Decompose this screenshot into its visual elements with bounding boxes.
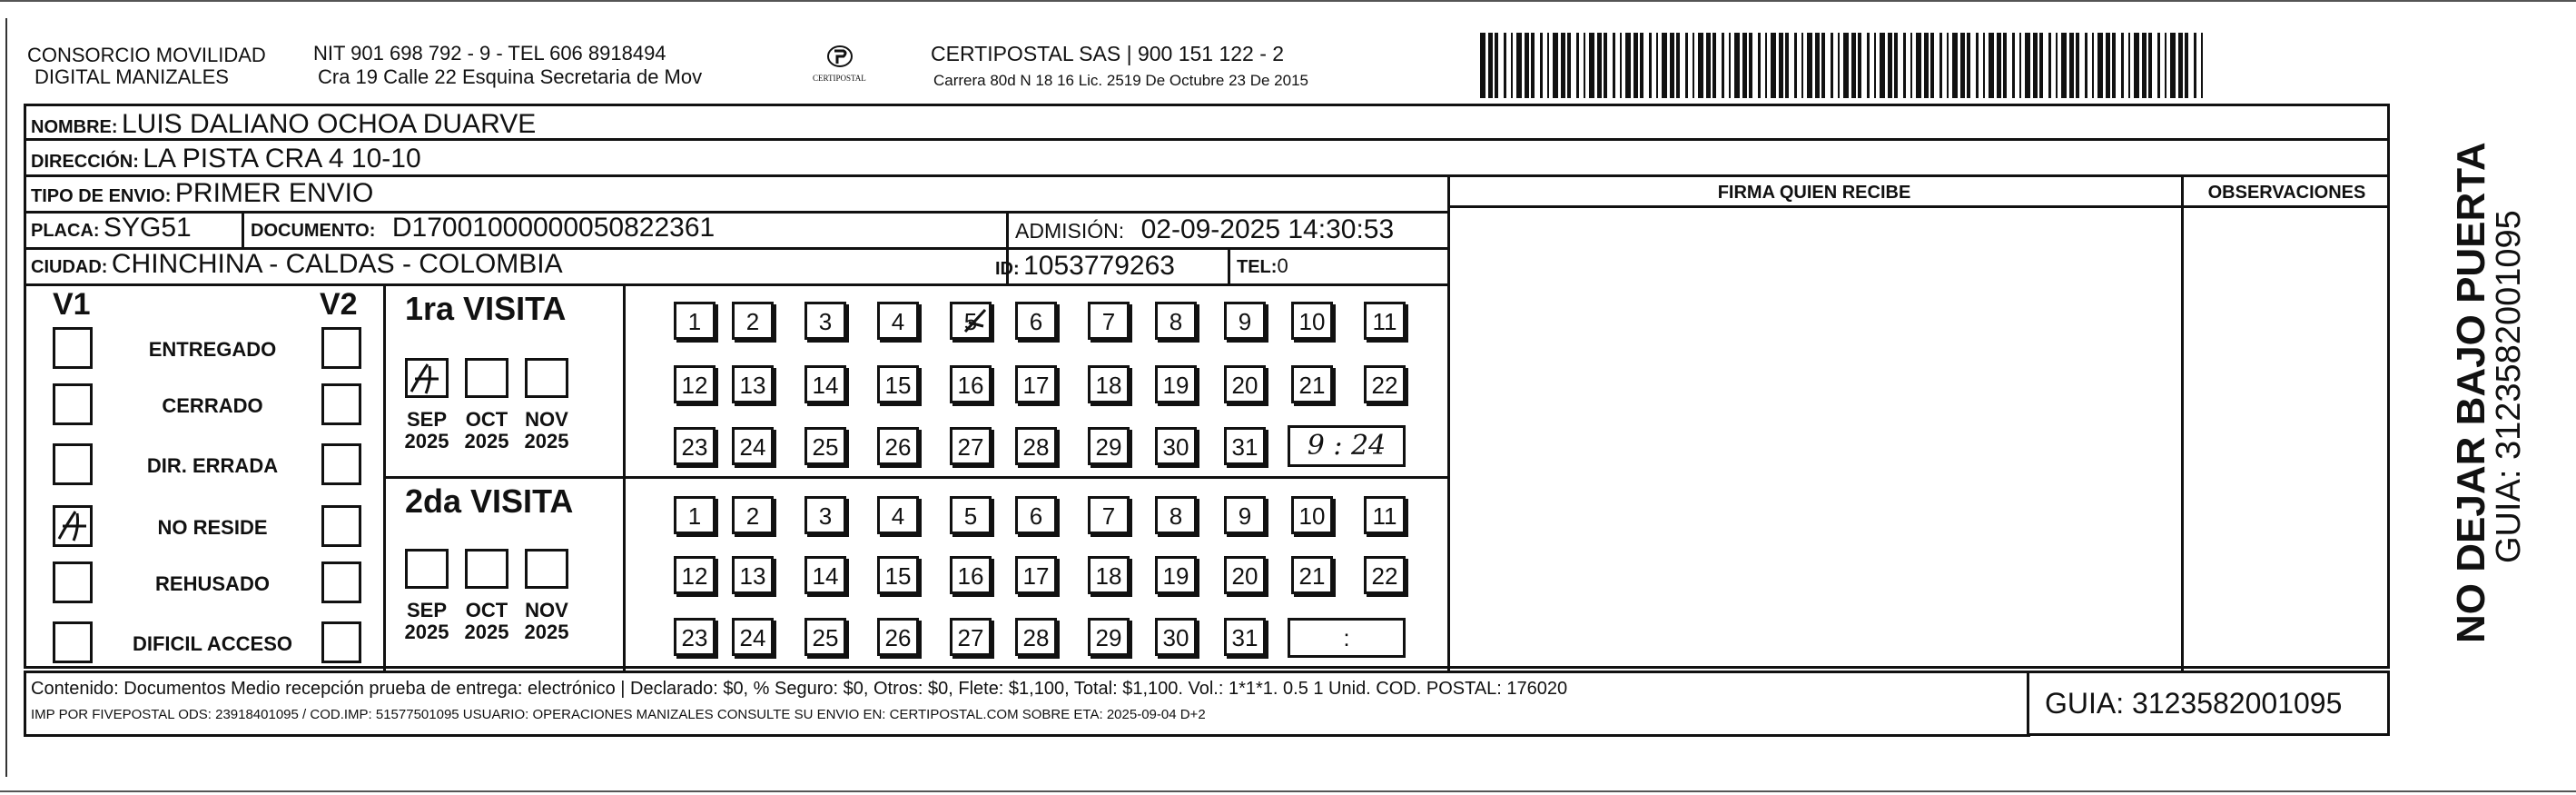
tel-value: 0 [1277,254,1288,277]
month-label [400,600,454,643]
signature-divider [1447,174,1450,671]
status-option-label: CERRADO [162,394,263,417]
barcode-bar [1495,33,1498,98]
barcode-bar [1821,33,1825,98]
observations-divider [2181,174,2184,671]
first-visit-day-box[interactable]: 6 [1015,302,1057,340]
scan-edge-top [0,0,2576,2]
footer-guide: GUIA: 3123582001095 [2045,687,2343,720]
second-visit-day-box[interactable]: 21 [1291,556,1333,594]
status-option-label: DIFICIL ACCESO [132,632,292,655]
barcode-bar [1553,33,1558,98]
barcode-bar [1924,33,1929,98]
barcode-bar [1983,33,1985,98]
v2-label: V2 [320,287,358,322]
courier-address: Carrera 80d N 18 16 Lic. 2519 De Octubre 23 De 2015 [933,72,1308,89]
v2-checkbox[interactable] [321,383,361,425]
status-option-label: ENTREGADO [148,338,277,361]
second-visit-title: 2da VISITA [405,482,574,520]
row-line [24,211,1449,214]
side-guide-number: GUIA: 3123582001095 [2490,210,2528,563]
barcode-bar [2178,33,2183,98]
barcode-bar [2085,33,2087,98]
second-visit-day-box[interactable]: 31 [1224,618,1266,656]
v1-checkbox[interactable] [53,561,93,603]
month-label [519,409,574,452]
first-visit-day-box[interactable]: 3 [804,302,846,340]
barcode-bar [1976,33,1979,98]
barcode-bar [1561,33,1565,98]
city-cell [31,251,563,278]
second-visit-day-box[interactable]: 30 [1155,618,1197,656]
barcode-bar [1670,33,1674,98]
barcode-bar [1620,33,1622,98]
barcode-bar [1516,33,1522,98]
second-visit-day-box[interactable]: 10 [1291,496,1333,534]
second-visit-day-box[interactable]: 13 [732,556,774,594]
barcode-bar [2097,33,2103,98]
barcode-bar [2194,33,2196,98]
address-row [31,145,421,173]
barcode [1480,33,2216,98]
barcode-bar [1567,33,1571,98]
second-visit-day-box[interactable]: 26 [877,618,919,656]
first-visit-day-box[interactable]: 10 [1291,302,1333,340]
footer-left-line [24,671,26,737]
first-visit-day-box[interactable]: 2 [732,302,774,340]
v1-checkbox[interactable] [53,327,93,369]
second-visit-day-box[interactable]: 9 [1224,496,1266,534]
status-option-label: NO RESIDE [157,516,268,539]
barcode-bar [1880,33,1885,98]
plate-cell [31,214,192,242]
month-label [459,409,514,452]
second-visit-day-box[interactable]: 23 [674,618,716,656]
id-label: ID: [995,259,1020,279]
row-line [1447,205,2390,208]
v1-checkbox[interactable] [53,383,93,425]
barcode-bar [1656,33,1658,98]
first-visit-day-box[interactable]: 4 [877,302,919,340]
barcode-bar [1916,33,1921,98]
company-address: Cra 19 Calle 22 Esquina Secretaria de Mov [318,65,703,88]
second-visit-day-box[interactable]: 3 [804,496,846,534]
first-visit-day-box[interactable] [950,302,992,340]
v1-label: V1 [53,287,91,322]
logo-text: CERTIPOSTAL [813,74,866,83]
observations-header: OBSERVACIONES [2207,183,2366,203]
content-line: Contenido: Documentos Medio recepción prueba de entrega: electrónico | Declarado: $0, % Seguro: $0, Otros: $0, Flete: $1,100, Total: $1,100. Vol.: 1*1*1. 0.5 1 Unid. COD. POSTAL: 176020 [31,679,1568,699]
barcode-bar [1939,33,1942,98]
second-visit-day-box[interactable]: 14 [804,556,846,594]
barcode-bar [2185,33,2188,98]
certipostal-logo [813,38,867,93]
barcode-bar [1843,33,1849,98]
second-visit-day-box[interactable]: 7 [1088,496,1130,534]
first-visit-day-box[interactable]: 8 [1155,302,1197,340]
barcode-bar [1706,33,1711,98]
barcode-bar [2019,33,2021,98]
barcode-bar [2069,33,2074,98]
first-visit-day-box[interactable]: 28 [1015,427,1057,465]
name-row [31,111,536,138]
barcode-bar [2157,33,2160,98]
second-visit-day-box[interactable]: 8 [1155,496,1197,534]
month-name: NOV [525,408,568,431]
v2-checkbox[interactable] [321,561,361,603]
barcode-bar [2121,33,2124,98]
first-visit-title: 1ra VISITA [405,290,567,327]
barcode-bar [2033,33,2038,98]
plate-value: SYG51 [104,213,192,243]
barcode-bar [1712,33,1716,98]
barcode-bar [1749,33,1752,98]
first-visit-day-box[interactable]: 18 [1088,365,1130,403]
first-visit-day-box[interactable]: 24 [732,427,774,465]
id-value: 1053779263 [1023,251,1175,281]
second-visit-day-box[interactable]: 6 [1015,496,1057,534]
first-visit-month-checkbox[interactable] [465,358,508,398]
first-visit-day-box[interactable]: 9 [1224,302,1266,340]
month-year: 2025 [524,430,569,453]
first-visit-day-box[interactable]: 21 [1291,365,1333,403]
address-label: DIRECCIÓN: [31,152,139,172]
month-year: 2025 [524,621,569,644]
courier-name: CERTIPOSTAL SAS | 900 151 122 - 2 [931,42,1285,65]
checkmark-icon [408,361,442,397]
barcode-bar [1640,33,1643,98]
second-visit-day-box[interactable]: 5 [950,496,992,534]
second-visit-month-checkbox[interactable] [465,549,508,589]
barcode-bar [1625,33,1631,98]
barcode-bar [1903,33,1906,98]
admission-value: 02-09-2025 14:30:53 [1140,214,1395,244]
v1-checkbox[interactable] [53,505,93,547]
name-label: NOMBRE: [31,117,118,137]
v1-checkbox[interactable] [53,443,93,485]
month-name: OCT [465,408,508,431]
visit-divider [383,476,1449,479]
barcode-bar [1613,33,1615,98]
barcode-bar [2056,33,2058,98]
first-visit-day-box[interactable]: 15 [877,365,919,403]
barcode-bar [1851,33,1856,98]
name-value: LUIS DALIANO OCHOA DUARVE [122,109,537,139]
v2-checkbox[interactable] [321,327,361,369]
first-visit-day-box[interactable]: 11 [1364,302,1406,340]
barcode-bar [2128,33,2130,98]
barcode-bar [1722,33,1724,98]
second-visit-day-box[interactable]: 25 [804,618,846,656]
barcode-bar [1930,33,1934,98]
first-visit-day-box[interactable]: 23 [674,427,716,465]
second-visit-day-box[interactable]: 2 [732,496,774,534]
barcode-bar [2134,33,2139,98]
barcode-bar [1997,33,2001,98]
month-name: SEP [406,408,448,431]
v2-checkbox[interactable] [321,443,361,485]
first-visit-day-box[interactable]: 19 [1155,365,1197,403]
second-visit-day-box[interactable]: 17 [1015,556,1057,594]
second-visit-day-box[interactable]: 24 [732,618,774,656]
barcode-bar [1662,33,1667,98]
barcode-bar [2048,33,2051,98]
barcode-bar [1676,33,1680,98]
barcode-bar [1576,33,1579,98]
company-name-line2: DIGITAL MANIZALES [35,65,229,88]
logo-icon [813,38,867,93]
barcode-bar [2003,33,2007,98]
status-option-label: REHUSADO [155,572,270,595]
barcode-bar [1758,33,1761,98]
month-year: 2025 [464,621,509,644]
barcode-bar [1649,33,1652,98]
barcode-bar [1867,33,1870,98]
first-visit-day-box[interactable]: 30 [1155,427,1197,465]
scan-edge-bottom [0,790,2576,792]
barcode-bar [2165,33,2166,98]
admission-cell [1015,216,1394,243]
second-visit-day-box[interactable]: 27 [950,618,992,656]
city-label: CIUDAD: [31,257,108,277]
barcode-bar [1838,33,1840,98]
first-visit-day-box[interactable]: 14 [804,365,846,403]
day-mark-icon [962,306,989,346]
barcode-bar [2112,33,2116,98]
barcode-bar [1488,33,1493,98]
barcode-bar [1989,33,1994,98]
barcode-bar [1511,33,1513,98]
tel-cell [1237,256,1288,276]
first-visit-day-box[interactable]: 27 [950,427,992,465]
barcode-bar [1525,33,1529,98]
barcode-bar [1807,33,1812,98]
barcode-bar [1785,33,1789,98]
barcode-bar [1504,33,1506,98]
barcode-bar [1597,33,1602,98]
month-year: 2025 [404,430,449,453]
barcode-bar [1794,33,1797,98]
first-visit-day-box[interactable]: 17 [1015,365,1057,403]
barcode-bar [1698,33,1703,98]
barcode-bar [1480,33,1485,98]
barcode-bar [1765,33,1767,98]
signature-header: FIRMA QUIEN RECIBE [1717,183,1911,203]
day-number: 5 [963,308,978,335]
first-visit-day-box[interactable]: 26 [877,427,919,465]
first-visit-day-box[interactable]: 1 [674,302,716,340]
second-visit-day-box[interactable]: 15 [877,556,919,594]
v1-checkbox[interactable] [53,621,93,663]
id-cell [995,253,1175,280]
city-value: CHINCHINA - CALDAS - COLOMBIA [111,249,563,279]
barcode-bar [1584,33,1585,98]
barcode-bar [2025,33,2030,98]
imp-line: IMP POR FIVEPOSTAL ODS: 23918401095 / COD.IMP: 51577501095 USUARIO: OPERACIONES MANIZALES CONSULTE SU ENVIO EN: CERTIPOSTAL.COM SOBRE ETA: 2025-09-04 D+2 [31,707,1206,722]
barcode-bar [1815,33,1820,98]
first-visit-day-box[interactable]: 22 [1364,365,1406,403]
shipment-label: TIPO DE ENVIO: [31,186,172,206]
barcode-bar [1960,33,1965,98]
barcode-bar [2039,33,2043,98]
second-visit-day-box[interactable]: 11 [1364,496,1406,534]
barcode-bar [1910,33,1912,98]
no-leave-under-door-notice: NO DEJAR BAJO PUERTA [2449,142,2493,643]
second-visit-day-box[interactable]: 22 [1364,556,1406,594]
cell-divider [242,211,244,247]
barcode-bar [1729,33,1731,98]
row-line [24,174,2390,177]
second-visit-day-box[interactable]: 28 [1015,618,1057,656]
second-visit-month-checkbox[interactable] [525,549,568,589]
month-name: SEP [406,599,448,621]
second-visit-day-box[interactable]: 29 [1088,618,1130,656]
month-label [519,600,574,643]
first-visit-day-box[interactable]: 7 [1088,302,1130,340]
barcode-bar [2201,33,2203,98]
barcode-bar [1858,33,1861,98]
second-visit-time[interactable] [1288,618,1406,658]
barcode-bar [1894,33,1898,98]
barcode-bar [1801,33,1803,98]
barcode-bar [1540,33,1543,98]
barcode-bar [1952,33,1958,98]
shipment-row [31,180,373,207]
month-year: 2025 [464,430,509,453]
barcode-bar [1888,33,1892,98]
barcode-bar [1874,33,1876,98]
barcode-bar [1685,33,1688,98]
row-line [24,283,1449,286]
barcode-bar [2148,33,2152,98]
first-visit-day-box[interactable]: 12 [674,365,716,403]
scan-edge-left [5,18,7,777]
barcode-bar [1771,33,1776,98]
month-year: 2025 [404,621,449,644]
barcode-bar [1742,33,1747,98]
admission-label: ADMISIÓN: [1015,219,1125,243]
address-value: LA PISTA CRA 4 10-10 [143,144,421,174]
month-label [400,409,454,452]
barcode-bar [2061,33,2067,98]
second-visit-month-checkbox[interactable] [405,549,449,589]
second-visit-day-box[interactable]: 12 [674,556,716,594]
first-visit-day-box[interactable]: 16 [950,365,992,403]
barcode-bar [1531,33,1535,98]
v2-checkbox[interactable] [321,621,361,663]
barcode-bar [1734,33,1740,98]
plate-label: PLACA: [31,221,100,241]
barcode-bar [1779,33,1783,98]
barcode-bar [1633,33,1638,98]
document-label: DOCUMENTO: [251,221,376,241]
barcode-bar [2142,33,2147,98]
barcode-bar [1693,33,1694,98]
cell-divider [1228,247,1230,283]
first-visit-day-box[interactable]: 29 [1088,427,1130,465]
month-label [459,600,514,643]
second-visit-day-box[interactable]: 19 [1155,556,1197,594]
barcode-bar [1547,33,1549,98]
first-visit-day-box[interactable]: 13 [732,365,774,403]
barcode-bar [1604,33,1607,98]
second-visit-time-separator: : [1343,624,1350,651]
second-visit-day-box[interactable]: 4 [877,496,919,534]
company-nit: NIT 901 698 792 - 9 - TEL 606 8918494 [313,42,666,65]
second-visit-day-box[interactable]: 1 [674,496,716,534]
second-visit-day-box[interactable]: 20 [1224,556,1266,594]
status-option-label: DIR. ERRADA [146,454,279,477]
second-visit-day-box[interactable]: 18 [1088,556,1130,594]
first-visit-time[interactable] [1288,425,1406,467]
tel-label: TEL: [1237,257,1278,277]
first-visit-day-box[interactable]: 31 [1224,427,1266,465]
shipment-value: PRIMER ENVIO [174,178,374,208]
barcode-bar [1589,33,1594,98]
document-cell [251,214,715,242]
barcode-bar [2106,33,2110,98]
barcode-bar [2076,33,2079,98]
barcode-bar [1831,33,1833,98]
v2-checkbox[interactable] [321,505,361,547]
footer-bottom-line [24,734,2030,737]
first-visit-time-handwritten: 9 : 24 [1307,430,1387,462]
company-name-line1: CONSORCIO MOVILIDAD [27,44,266,66]
barcode-bar [2012,33,2015,98]
barcode-bar [1947,33,1949,98]
month-name: NOV [525,599,568,621]
first-visit-day-box[interactable]: 25 [804,427,846,465]
first-visit-month-checkbox[interactable] [405,358,449,398]
second-visit-day-box[interactable]: 16 [950,556,992,594]
checkmark-icon [55,508,90,544]
first-visit-day-box[interactable]: 20 [1224,365,1266,403]
barcode-bar [1967,33,1970,98]
first-visit-month-checkbox[interactable] [525,358,568,398]
month-name: OCT [465,599,508,621]
barcode-bar [2092,33,2094,98]
barcode-bar [2170,33,2176,98]
document-value: D17001000000050822361 [391,213,716,243]
